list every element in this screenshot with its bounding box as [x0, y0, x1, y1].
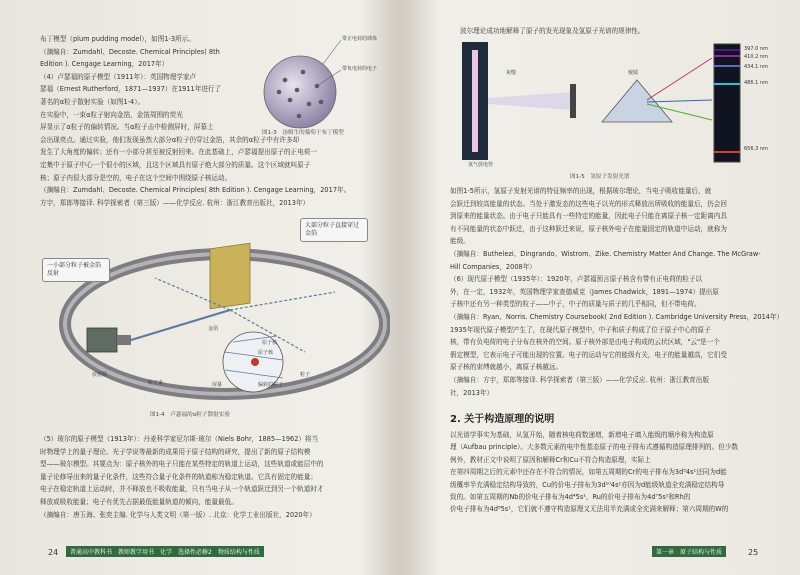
text-line: 电子在稳定轨道上运动时，并不释放也不吸收能量，只有当电子从一个轨道跃迁到另一个轨道时才	[40, 485, 324, 494]
fig4-caption: 图1-4 卢瑟福的α粒子散射实验	[150, 412, 230, 418]
callout-reflected: 一小部分粒子被金箔反射	[42, 258, 110, 282]
section-heading: 2. 关于构造原理的说明	[450, 414, 555, 425]
label-particle: 粒子束	[148, 380, 164, 386]
fig5-label-prism: 棱镜	[628, 70, 639, 76]
text-line: （摘编自：方宇，郑郎等接译. 科学探索者（第三版）——化学反应. 杭州：浙江教育出版	[450, 376, 709, 384]
text-line: 能级。	[450, 237, 470, 246]
text-line: 假定模型，它表示电子可能出现的位置。电子的运动与它的能级有关，电子的能量越高，它们受	[450, 350, 727, 359]
text-line: 在实验中，一束α粒子射向金箔，金箔周围的荧光	[40, 110, 183, 119]
text-line: （5）玻尔的原子模型（1913年）：丹麦科学家尼尔斯·玻尔（Niels Bohr，1885—1962）将当	[40, 435, 319, 443]
callout-pass-through: 大部分粒子直接穿过金箔	[300, 218, 368, 242]
text-line: （4）卢瑟福的原子模型（1911年）：英国物理学家卢	[40, 72, 197, 81]
hydrogen-spectrum-diagram	[452, 40, 782, 168]
text-line: 会出现亮点。通过实验，他们发现虽然大部分α粒子仍穿过金箔，其余的α粒子中有许多却	[40, 135, 300, 144]
text-line: 定集中于原子中心一个很小的区域，且这个区域具有原子绝大部分的质量。这个区域就叫原子	[40, 161, 311, 169]
text-line: 量子论修导出来的量子化条件，这些符合量子化条件的轨道称为稳定轨道。它具有固定的能量；	[40, 472, 317, 481]
text-line: 在第四周期之后的元素中还存在不符合的情况，如第五周期的Cr的电子排布为3d⁵4s¹还同为d能	[450, 468, 727, 477]
text-line: 外，在一定，1932年，英国物理学家查德威克（James Chadwick，1891—1974）提出原	[450, 287, 719, 296]
text-line: Edition ). Cengage Learning，2017年）	[40, 60, 169, 69]
fig5-caption: 图1-5 氢原子发射光谱	[570, 174, 630, 180]
text-line: 子核中还有另一种类型的粒子——中子，中子的质量与质子的几乎相同，但不带电荷。	[450, 300, 701, 309]
label-foil: 金箔	[208, 326, 219, 332]
text-line: 核；原子内很大部分是空的，电子在这个空间中围绕原子核运动。	[40, 173, 232, 182]
text-line: 有不同能量的状态中跃迁，由于这种跃迁来说，原子核外电子在能量固定的轨道中运动，就称为	[450, 224, 727, 233]
text-line: 会跃迁到较高能量的状态。当处于激发态的这些电子以光的形式释放出所吸收的能量后，仍会回	[450, 199, 727, 208]
text-line: 以光谱学事实为基础，从氢开始，随着核电荷数递增，新增电子填入能级的顺序称为构造原	[450, 431, 714, 439]
label-source: 放射源	[92, 372, 108, 378]
text-line: 1935年现代原子模型产生了，在现代原子模型中，中子和质子构成了位于原子中心的原子	[450, 325, 711, 334]
spectrum-value-656: 656.3 nm	[744, 146, 768, 152]
label-atom: 粒子	[300, 372, 311, 378]
text-line: （摘编自：Zumdahl、Decoste. Chemical Principles( 8th	[40, 47, 220, 56]
text-line: （摘编自：Zumdahl、Decoste. Chemical Principles( 8th Edition ). Cengage Learning，2017年。	[40, 186, 351, 195]
label-nucleus-detail: 原子核	[258, 350, 274, 356]
fig3-label-b: 带负电荷的电子	[342, 66, 378, 72]
text-line: 致的。如第五周期的Nb的价电子排布为4d⁴5s¹，Ru的价电子排布为4d⁷5s¹和Rh的	[450, 493, 691, 501]
text-line: 级概率半充满稳定结构导致的，Cu的价电子排布为3d¹⁰4s¹亦因为d能级轨道全充满稳定结构导	[450, 480, 725, 489]
text-line: 屏显示了α粒子的偏转情况。当α粒子击中检测屏时，屏幕上	[40, 123, 214, 132]
text-line: 释放或吸收能量；电子有优先占据最低能量轨道的倾向，能量最低。	[40, 498, 238, 506]
spectrum-value-410: 410.2 nm	[744, 54, 768, 60]
text-line: 时物理学上的量子理论、光子学说等最新的成果用于原子结构的研究，提出了新的原子结构模	[40, 447, 311, 456]
text-line: 到原来的能量状态。由于电子只能具有一些特定的能量，因此电子只能在离原子核一定距离内具	[450, 212, 727, 221]
text-line: 例外，教材正文中说明了原因和解释Cr和Cu不符合构造原理，实际上	[450, 455, 651, 464]
footer-left: 普通高中教科书 教师教学用书 化学 选择性必修2 物质结构与性质	[66, 546, 264, 557]
label-deflected: 偏转的粒子	[258, 382, 284, 388]
text-line: （摘编自：Ryan、Norris. Chemistry Coursebook( 2nd Edition ). Cambridge University Press，2014年）	[450, 313, 784, 321]
text-line: 理（Aufbau principle）。大多数元素的电中性基态原子的电子排布式遵循构造原理排列的。但少数	[450, 443, 739, 452]
plum-pudding-diagram	[255, 30, 395, 140]
text-line: 方宇，郑郎等接译. 科学探索者（第三版）——化学反应. 杭州：浙江教育出版社，2013年）	[40, 198, 310, 207]
text-line: 瑟福（Ernest Rutherford，1871—1937）在1911年进行了	[40, 85, 222, 94]
left-page	[0, 0, 398, 575]
text-line: 社，2013年）	[450, 388, 494, 397]
spectrum-value-486: 486.1 nm	[744, 80, 768, 86]
label-nucleus: 原子核	[262, 340, 278, 346]
text-line: （摘编自：Buthelezi、Dingrando、Wistrom、Zike. Chemistry Matter And Change. The McGraw-	[450, 250, 761, 258]
text-line: 核，带有负电荷的电子分布在核外的空间。原子核外部是由电子构成的云状区域，"云"是一个	[450, 338, 720, 347]
text-line: 价电子排布为4d⁸5s¹，它们就不遵守构造原理又无法用半充满或全充满来解释；第六周期的W的	[450, 505, 729, 514]
label-screen: 屏幕	[212, 382, 223, 388]
text-line: （6）现代原子模型（1935年）：1920年，卢瑟福预言原子核含有带有正电荷的粒子以	[450, 275, 703, 284]
spectrum-value-434: 434.1 nm	[744, 64, 768, 70]
fig5-label-tube: 氢气放电管	[468, 162, 494, 168]
spectrum-value-397: 397.0 nm	[744, 46, 768, 52]
fig3-label-a: 带正电荷的球体	[342, 36, 378, 42]
fig3-caption: 图1-3 汤姆生的葡萄干布丁模型	[262, 130, 344, 136]
fig5-label-slit: 灰缝	[506, 70, 517, 76]
text-line: （摘编自：唐玉海、张奕主编. 化学与人类文明（第一版）. 北京：化学工业出版社，2020年）	[40, 510, 316, 519]
page-number-left: 24	[48, 548, 59, 557]
text-line: 布丁模型（plum pudding model），如图1-3所示。	[40, 35, 195, 43]
right-page	[402, 0, 800, 575]
footer-right: 第一章 原子结构与性质	[652, 546, 726, 557]
text-line: 原子核的束缚就越小，离原子核越远。	[450, 363, 563, 372]
right-top-line: 波尔理论成功地解释了原子的发光现象及氢原子光谱的规律性。	[460, 27, 645, 35]
page-number-right: 25	[748, 548, 759, 557]
text-line: 著名的α粒子散射实验（如图1-4）。	[40, 98, 145, 106]
text-line: Hill Companies，2008年）	[450, 262, 536, 271]
text-line: 发生了大角度的偏转；还有一小部分甚至被反射回来。在此基础上，卢瑟福提出原子的正电荷一	[40, 148, 317, 157]
text-line: 型——玻尔模型。其要点为：原子核外的电子只能在某些特定的轨道上运动，这些轨道或能层中的	[40, 460, 324, 469]
text-line: 如图1-5所示，氢原子发射光谱的特征频率的出现，根据玻尔理论，当电子吸收能量后，就	[450, 187, 712, 195]
